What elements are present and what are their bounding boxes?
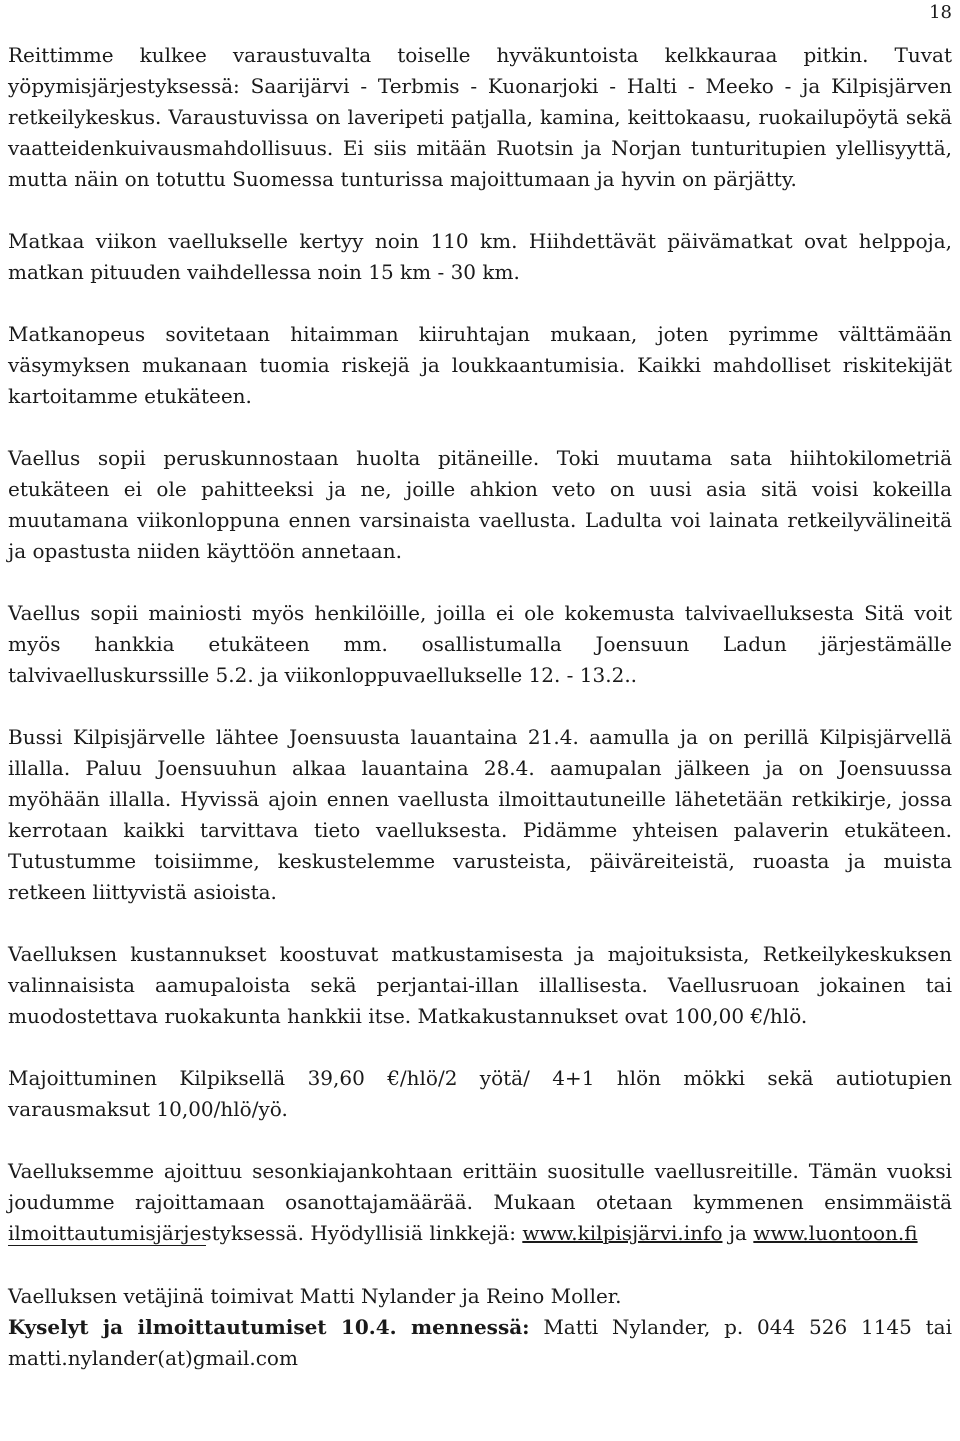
- paragraph-bus: Bussi Kilpisjärvelle lähtee Joensuusta lauantaina 21.4. aamulla ja on perillä Kilpisjärvellä illalla. Paluu Joensuuhun alkaa lauantaina 28.4. aamupalan jälkeen ja on Joensuussa myöhään illalla. Hyvissä ajoin ennen vaellusta ilmoittautuneille lähetetään retkikirje, jossa kerrotaan kaikki tarvittava tieto vaelluksesta. Pidämme yhteisen palaverin etukäteen. Tutustumme toisiimme, keskustelemme varusteista, päiväreiteistä, ruoasta ja muista retkeen liittyvistä asioista.: [8, 725, 952, 904]
- paragraph-leaders: Vaelluksen vetäjinä toimivat Matti Nylander ja Reino Moller.: [8, 1284, 622, 1308]
- paragraph-accommodation: Majoittuminen Kilpiksellä 39,60 €/hlö/2 yötä/ 4+1 hlön mökki sekä autiotupien varausmaksut 10,00/hlö/yö.: [8, 1066, 952, 1121]
- paragraph-pace: Matkanopeus sovitetaan hitaimman kiiruhtajan mukaan, joten pyrimme välttämään väsymyksen mukanaan tuomia riskejä ja loukkaantumisia. Kaikki mahdolliset riskitekijät kartoitamme etukäteen.: [8, 322, 952, 408]
- link-kilpisjarvi[interactable]: www.kilpisjärvi.info: [522, 1221, 723, 1245]
- contact-heading: Kyselyt ja ilmoittautumiset 10.4. mennessä:: [8, 1315, 530, 1339]
- paragraph-experience: Vaellus sopii mainiosti myös henkilöille, joilla ei ole kokemusta talvivaelluksesta Sitä voit myös hankkia etukäteen mm. osallistumalla Joensuun Ladun järjestämälle talvivaelluskurssille 5.2. ja viikonloppuvaellukselle 12. - 13.2..: [8, 601, 952, 687]
- link-luontoon[interactable]: www.luontoon.fi: [753, 1221, 918, 1245]
- document-body: [8, 40, 952, 1374]
- paragraph-costs: Vaelluksen kustannukset koostuvat matkustamisesta ja majoituksista, Retkeilykeskuksen valinnaisista aamupaloista sekä perjantai-illan illallisesta. Vaellusruoan jokainen tai muodostettava ruokakunta hankkii itse. Matkakustannukset ovat 100,00 €/hlö.: [8, 942, 952, 1028]
- paragraph-links: [8, 1156, 952, 1249]
- paragraph-contact: [8, 1312, 952, 1374]
- links-and-text: ja: [722, 1221, 754, 1245]
- contact-details: Matti Nylander, p. 044 526 1145 tai matti.nylander(at)gmail.com: [8, 1315, 952, 1370]
- links-intro-text: Vaelluksemme ajoittuu sesonkiajankohtaan erittäin suositulle vaellusreitille. Tämän vuoksi joudumme rajoittamaan osanottajamäärää. Mukaan otetaan kymmenen ensimmäistä ilmoittautumisjärjestyksessä. Hyödyllisiä linkkejä:: [8, 1159, 952, 1245]
- page-number: 18: [929, 2, 952, 23]
- paragraph-route: Reittimme kulkee varaustuvalta toiselle hyväkuntoista kelkkauraa pitkin. Tuvat yöpymisjärjestyksessä: Saarijärvi - Terbmis - Kuonarjoki - Halti - Meeko - ja Kilpisjärven retkeilykeskus. Varaustuvissa on laveripeti patjalla, kamina, keittokaasu, ruokailupöytä sekä vaatteidenkuivausmahdollisuus. Ei siis mitään Ruotsin ja Norjan tunturitupien ylellisyyttä, mutta näin on totuttu Suomessa tunturissa majoittumaan ja hyvin on pärjätty.: [8, 43, 952, 191]
- paragraph-fitness: Vaellus sopii peruskunnostaan huolta pitäneille. Toki muutama sata hiihtokilometriä etukäteen ei ole pahitteeksi ja ne, joille ahkion veto on uusi asia sitä voisi kokeilla muutamana viikonloppuna ennen varsinaista vaellusta. Ladulta voi lainata retkeilyvälineitä ja opastusta niiden käyttöön annetaan.: [8, 446, 952, 563]
- paragraph-distance: Matkaa viikon vaellukselle kertyy noin 110 km. Hiihdettävät päivämatkat ovat helppoja, matkan pituuden vaihdellessa noin 15 km - 30 km.: [8, 229, 952, 284]
